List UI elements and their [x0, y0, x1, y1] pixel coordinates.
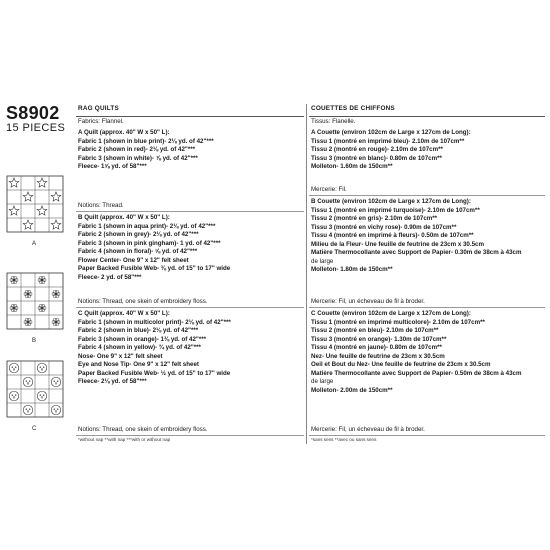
flower-center [41, 307, 43, 309]
french-fabrics: Tissus: Flanelle. [311, 117, 356, 125]
english-b-line: Fabric 1 (shown in aqua print)- 2⅛ yd. of 42"*** [78, 222, 216, 230]
french-title: COUETTES DE CHIFFONS [311, 105, 395, 112]
french-c-line: Oeil et Bout du Nez- Une feuille de feutrine de 23cm x 30.5cm [311, 361, 491, 368]
face-eye [57, 408, 58, 409]
french-footnote: *sans sens **avec ou sans sens [311, 437, 377, 442]
quilt-grid-b [7, 273, 63, 329]
face-eye [54, 380, 55, 381]
english-b-line: Fleece- 2 yd. of 58"*** [78, 273, 142, 281]
french-c-line: Molleton- 2.00m de 150cm** [311, 386, 393, 394]
face-eye [15, 366, 16, 367]
rule-english-c [76, 307, 304, 308]
flower-center [55, 321, 57, 323]
english-b-block [78, 214, 230, 282]
english-c-line: Nose- One 9" x 12" felt sheet [78, 352, 163, 360]
view-a-label: A [32, 241, 37, 247]
face-eye [26, 380, 27, 381]
face-eye [26, 408, 27, 409]
quilt-grid-c [7, 361, 63, 417]
view-b-thumbnail [6, 272, 64, 330]
english-c-line: Fleece- 2⅛ yd. of 58"*** [78, 378, 147, 385]
view-c-label: C [32, 426, 37, 432]
pattern-pieces: 15 PIECES [6, 122, 66, 134]
english-c-head: C Quilt (approx. 40" W x 50" L): [78, 310, 170, 317]
french-c-line: Tissu 4 (montré en jaune)- 0.80m de 107cm** [311, 344, 442, 351]
face-eye [57, 380, 58, 381]
view-b-label: B [32, 338, 37, 344]
column-divider [306, 104, 307, 444]
french-column [311, 105, 471, 172]
face-eye [40, 394, 41, 395]
english-b-line: Paper Backed Fusible Web- ⅜ yd. of 15" to 17" wide [78, 265, 231, 272]
face-eye [54, 408, 55, 409]
english-fabrics: Fabrics: Flannel. [78, 117, 124, 125]
face-eye [12, 394, 13, 395]
french-b-line: Molleton- 1.80m de 150cm** [311, 266, 393, 273]
face-eye [43, 366, 44, 367]
english-a-line: Fabric 3 (shown in white)- ⅞ yd. of 42"*** [78, 154, 198, 162]
english-c-line: Fabric 1 (shown in multicolor print)- 2⅛ yd. of 42"*** [78, 318, 231, 326]
view-c-thumbnail [6, 360, 64, 418]
french-a-line: Tissu 1 (montré en imprimé bleu)- 2.10m de 107cm** [311, 137, 465, 145]
english-a-line: Fleece- 1⅝ yd. of 58"*** [78, 163, 147, 170]
french-a-head: A Couette (environ 102cm de Large x 127cm de Long): [311, 129, 471, 136]
flower-center [13, 307, 15, 309]
english-b-line: Fabric 4 (shown in floral)- ⅝ yd. of 42"*** [78, 248, 198, 255]
french-c-line: Tissu 3 (montré en orange)- 1.30m de 107cm** [311, 335, 447, 343]
english-a-line: Fabric 2 (shown in red)- 2⅛ yd. of 42"*** [78, 146, 196, 153]
english-a-notions [78, 202, 124, 211]
french-b-line: Milieu de la Fleur- Une feuille de feutrine de 23cm x 30.5cm [311, 240, 484, 248]
english-a-head: A Quilt (approx. 40" W x 50" L): [78, 129, 170, 136]
french-b-notions [311, 298, 425, 307]
face-eye [12, 366, 13, 367]
french-c-line: Tissu 2 (montré en bleu)- 2.10m de 107cm** [311, 327, 439, 334]
french-a-notions-text: Mercerie: Fil. [311, 186, 347, 193]
english-c-line: Eye and Nose Tip- One 9" x 12" felt sheet [78, 361, 199, 368]
french-b-head: B Couette (environ 102cm de Large x 127cm de Long): [311, 198, 471, 205]
french-b-line: Matière Thermocollante avec Support de Papier- 0.30m de 38cm à 43cm [311, 249, 522, 256]
english-c-notions-text: Notions: Thread, one skein of embroidery floss. [78, 426, 208, 433]
quilt-grid-a [7, 176, 63, 232]
french-c-line: de large [311, 378, 334, 385]
french-c-notions [311, 426, 425, 435]
french-b-notions-text: Mercerie: Fil, un écheveau de fil à broder. [311, 298, 425, 305]
flower-center [27, 321, 29, 323]
english-b-head: B Quilt (approx. 40" W x 50" L): [78, 214, 170, 221]
english-b-line: Fabric 2 (shown in grey)- 2⅛ yd. of 42"*** [78, 231, 199, 238]
english-c-line: Fabric 2 (shown in blue)- 2⅛ yd. of 42"*** [78, 327, 199, 334]
french-b-block [311, 198, 521, 275]
french-b-line: Tissu 2 (montré en gris)- 2.10m de 107cm** [311, 215, 438, 222]
face-eye [15, 394, 16, 395]
face-eye [29, 408, 30, 409]
english-c-line: Fabric 3 (shown in orange)- 1⅜ yd. of 42"*** [78, 335, 207, 343]
english-title: RAG QUILTS [78, 105, 119, 112]
pattern-code: S8902 [6, 103, 60, 123]
face-eye [43, 394, 44, 395]
english-a-notions-text: Notions: Thread. [78, 202, 124, 209]
rule-french-b [309, 195, 545, 196]
french-a-line: Tissu 2 (montré en rouge)- 2.10m de 107cm** [311, 146, 443, 153]
french-b-line: Tissu 1 (montré en imprimé turquoise)- 2.10m de 107cm** [311, 206, 480, 214]
english-b-notions [78, 298, 208, 307]
flower-center [27, 293, 29, 295]
flower-center [13, 279, 15, 281]
rule-french-c [309, 307, 545, 308]
french-c-line: Tissu 1 (montré en imprimé multicolore)- 2.10m de 107cm** [311, 318, 485, 326]
french-b-line: Tissu 3 (montré en vichy rose)- 0.90m de 107cm** [311, 223, 457, 231]
english-a-line: Fabric 1 (shown in blue print)- 2⅛ yd. of 42"*** [78, 137, 214, 145]
french-a-notions [311, 186, 347, 195]
english-b-line: Flower Center- One 9" x 12" felt sheet [78, 256, 189, 264]
flower-center [41, 279, 43, 281]
french-b-line: de large [311, 257, 334, 265]
french-c-head: C Couette (environ 102cm de Large x 127cm de Long): [311, 310, 471, 317]
english-b-notions-text: Notions: Thread, one skein of embroidery floss. [78, 298, 208, 305]
flower-center [55, 293, 57, 295]
face-eye [40, 366, 41, 367]
french-a-line: Molleton- 1.60m de 150cm** [311, 163, 393, 170]
french-a-line: Tissu 3 (montré en blanc)- 0.80m de 107cm** [311, 154, 442, 162]
french-c-line: Matière Thermocollante avec Support de Papier- 0.50m de 38cm à 43cm [311, 369, 522, 377]
english-c-line: Fabric 4 (shown in yellow)- ¾ yd. of 42"*** [78, 344, 201, 351]
rule-english-foot [76, 435, 304, 436]
french-c-line: Nez- Une feuille de feutrine de 23cm x 30.5cm [311, 352, 445, 360]
rule-english-b [76, 211, 304, 212]
english-c-notions [78, 426, 208, 435]
english-c-line: Paper Backed Fusible Web- ½ yd. of 15" to 17" wide [78, 369, 231, 377]
english-footnote: *without nap **with nap ***with or without nap [78, 437, 171, 442]
french-c-block [311, 310, 521, 395]
french-c-notions-text: Mercerie: Fil, un écheveau de fil à broder. [311, 426, 425, 433]
english-c-block [78, 310, 231, 387]
english-column [78, 105, 214, 172]
view-a-thumbnail [6, 175, 64, 233]
english-b-line: Fabric 3 (shown in pink gingham)- 1 yd. of 42"*** [78, 239, 221, 247]
rule-french-foot [309, 435, 545, 436]
french-b-line: Tissu 4 (montré en imprimé à fleurs)- 0.50m de 107cm** [311, 232, 474, 239]
face-eye [29, 380, 30, 381]
